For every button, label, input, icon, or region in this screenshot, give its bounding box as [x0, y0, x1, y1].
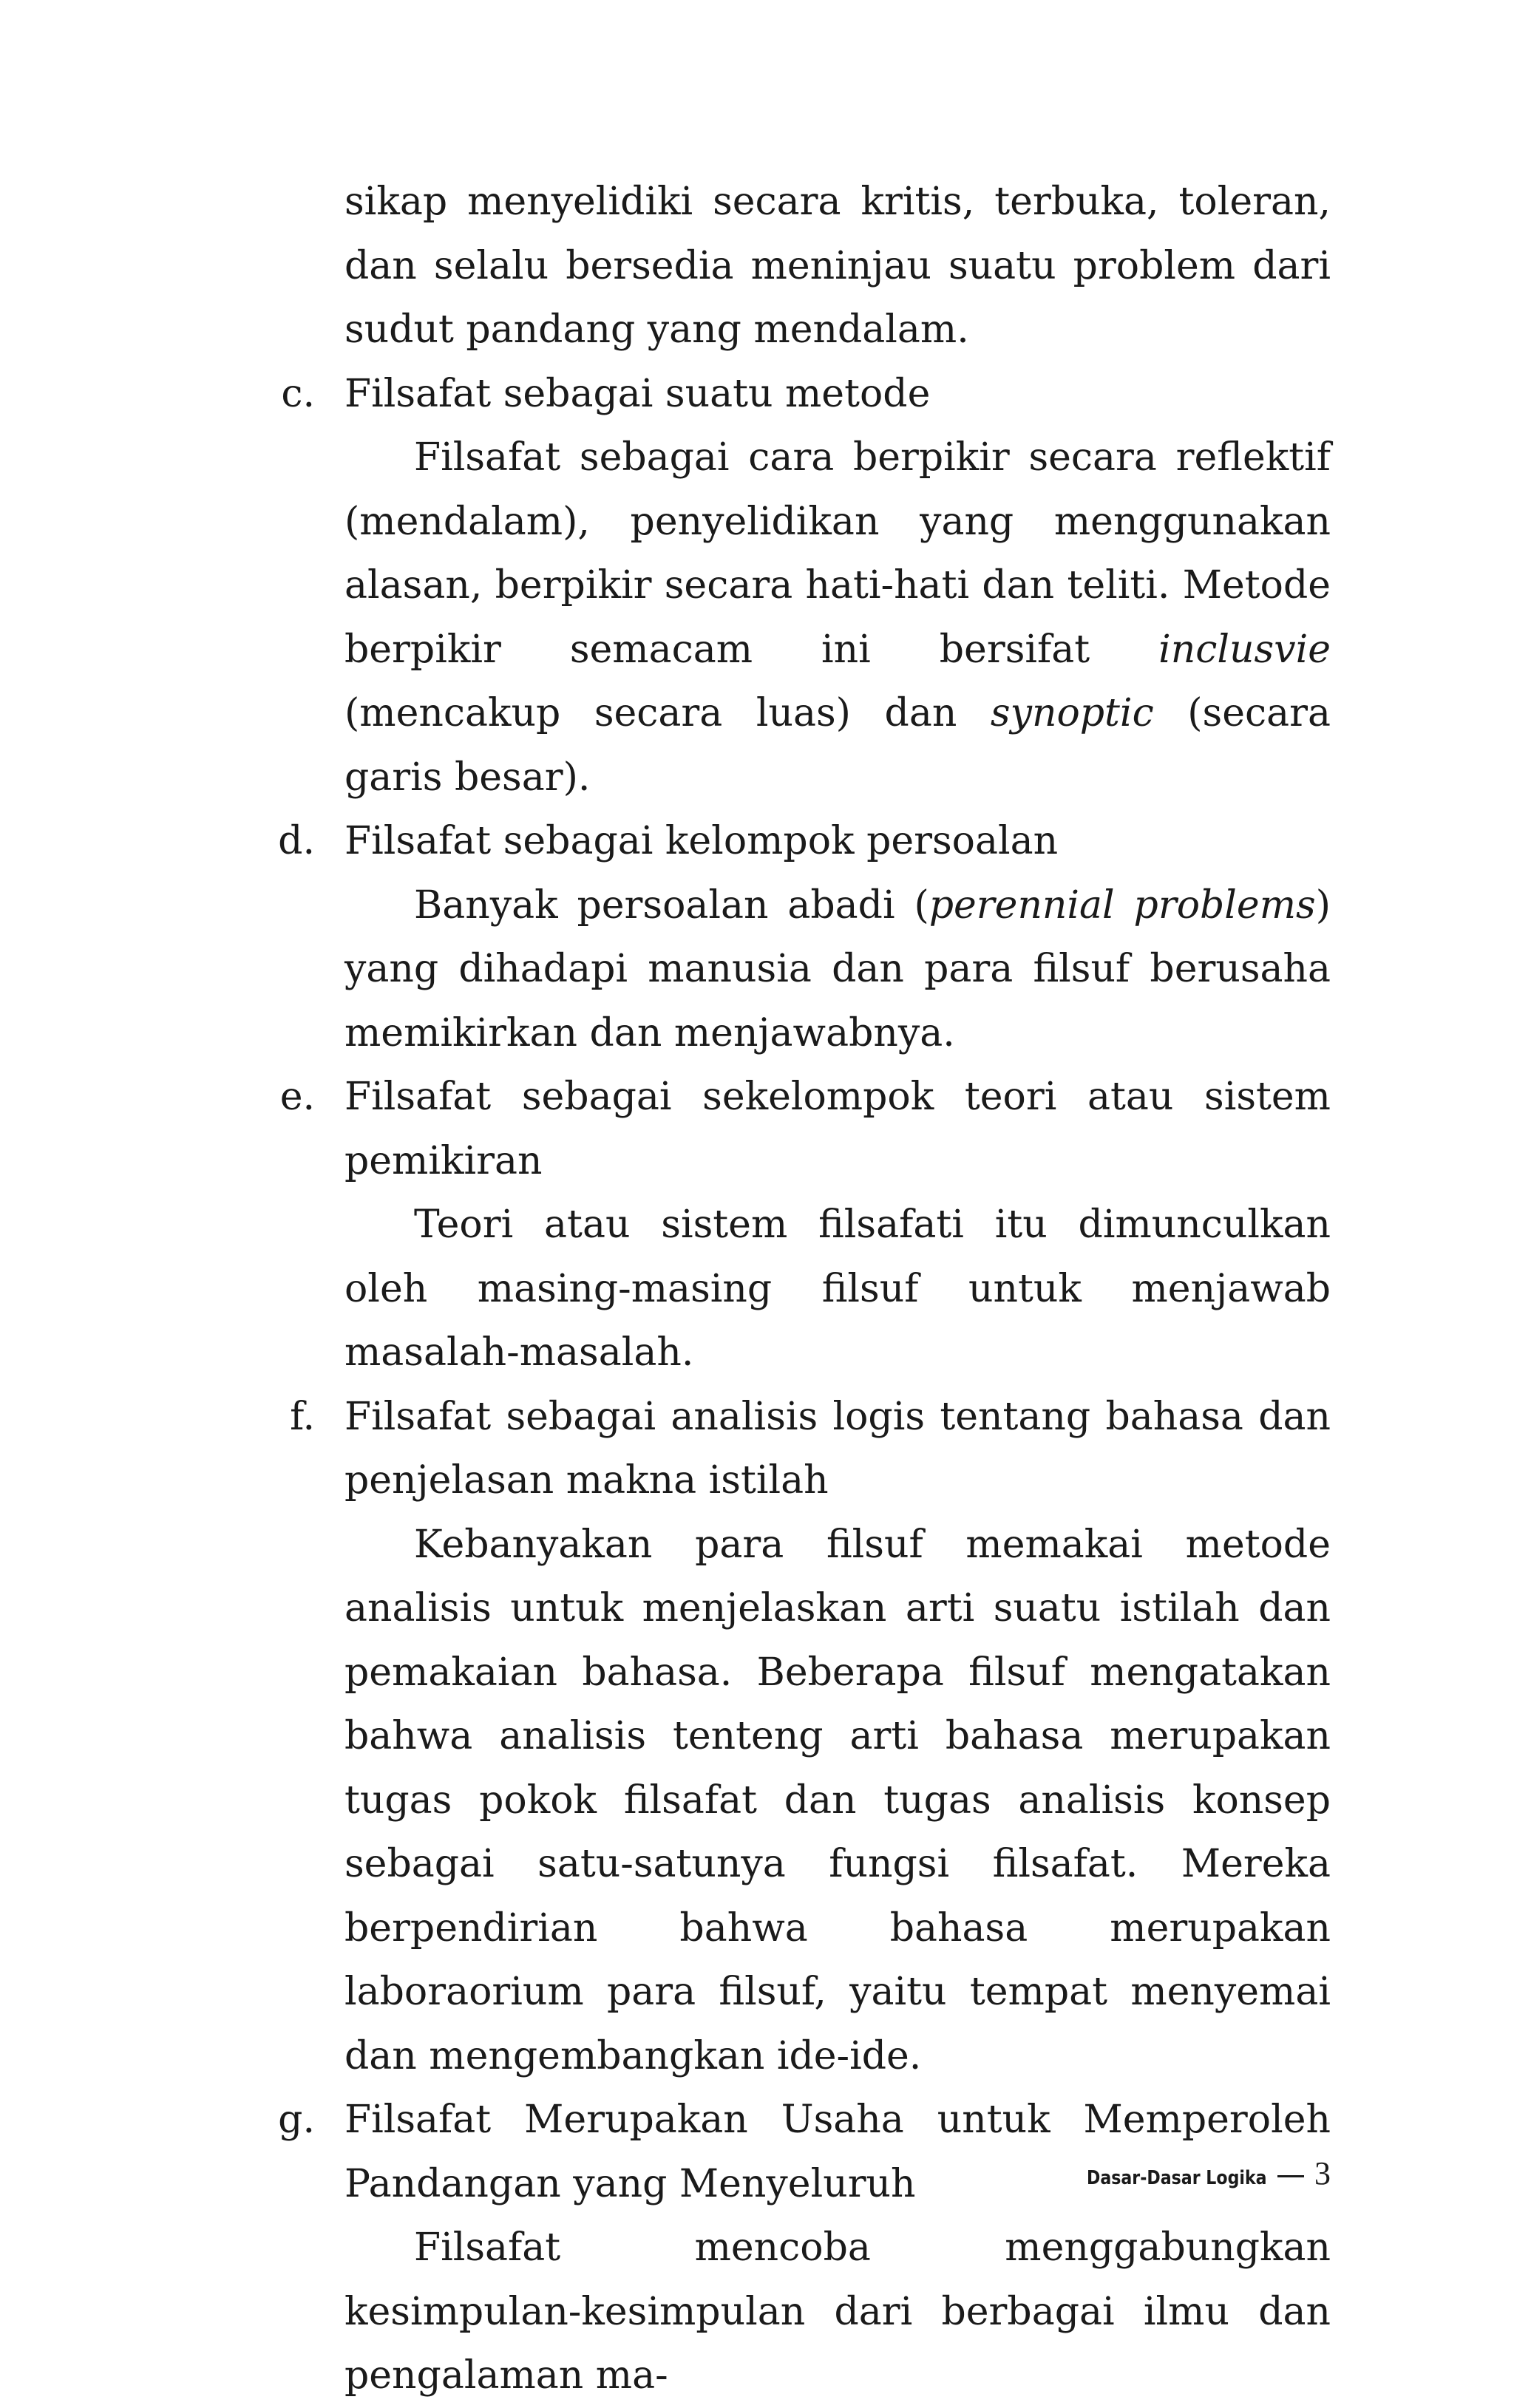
- item-d-term-1: perennial problems: [929, 882, 1316, 928]
- item-g-paragraph: Filsafat mencoba menggabungkan kesimpulan-kesimpulan dari berbagai ilmu dan pengalaman ma-: [344, 2225, 1331, 2398]
- item-d-heading: [278, 809, 1331, 874]
- item-g-letter: g.: [278, 2098, 315, 2142]
- item-c-text-2: (mencakup secara luas) dan: [344, 691, 991, 735]
- item-d-text-1: Banyak persoalan abadi (: [414, 882, 929, 928]
- item-e-letter: e.: [279, 1075, 315, 1119]
- item-f-title: Filsafat sebagai analisis logis tentang bahasa dan penjelasan makna istilah: [344, 1394, 1331, 1503]
- item-g-title: Filsafat Merupakan Usaha untuk Memperoleh Pandangan yang Menyeluruh: [344, 2098, 1331, 2206]
- intro-paragraph: sikap menyelidiki secara kritis, terbuka, toleran, dan selalu bersedia meninjau suatu problem dari sudut pandang yang mendalam.: [344, 180, 1331, 352]
- footer-book-title: Dasar-Dasar Logika: [1087, 2167, 1267, 2189]
- item-e-paragraph: Teori atau sistem filsafati itu dimunculkan oleh masing-masing filsuf untuk menjawab masalah-masalah.: [344, 1203, 1331, 1375]
- item-c-text-3: (secara garis besar).: [344, 691, 1331, 800]
- item-f-letter: f.: [290, 1394, 315, 1439]
- item-c-title: Filsafat sebagai suatu metode: [344, 371, 931, 416]
- item-c-paragraph: [344, 426, 1331, 809]
- item-c-text-1: Filsafat sebagai cara berpikir secara reflektif (mendalam), penyelidikan yang menggunakan alasan, berpikir secara hati-hati dan teliti. Metode berpikir semacam ini bersifat: [344, 435, 1331, 672]
- item-g-heading: [278, 2088, 1331, 2216]
- footer-dash: [1277, 2175, 1304, 2177]
- item-c-term-2: synoptic: [990, 691, 1154, 735]
- page-number: 3: [1314, 2155, 1331, 2191]
- item-d-text-2: ) yang dihadapi manusia dan para filsuf berusaha memikirkan dan menjawabnya.: [344, 882, 1331, 1055]
- body-text: [278, 170, 1331, 2408]
- page-footer: [1055, 2154, 1331, 2192]
- item-d-letter: d.: [278, 819, 315, 863]
- item-d-paragraph: [344, 874, 1331, 1066]
- item-f-paragraph: Kebanyakan para filsuf memakai metode analisis untuk menjelaskan arti suatu istilah dan pemakaian bahasa. Beberapa filsuf mengatakan bahwa analisis tenteng arti bahasa merupakan tugas pokok filsafat dan tugas analisis konsep sebagai satu-satunya fungsi filsafat. Mereka berpendirian bahwa bahasa merupakan laboraorium para filsuf, yaitu tempat menyemai dan mengembangkan ide-ide.: [344, 1522, 1331, 2078]
- item-c-heading: [281, 362, 1331, 426]
- item-e-heading: [279, 1065, 1331, 1193]
- item-d-title: Filsafat sebagai kelompok persoalan: [344, 819, 1059, 863]
- item-f-heading: [290, 1385, 1331, 1513]
- item-c-letter: c.: [281, 371, 315, 416]
- item-c-term-1: inclusvie: [1158, 627, 1331, 672]
- item-e-title: Filsafat sebagai sekelompok teori atau sistem pemikiran: [344, 1075, 1331, 1183]
